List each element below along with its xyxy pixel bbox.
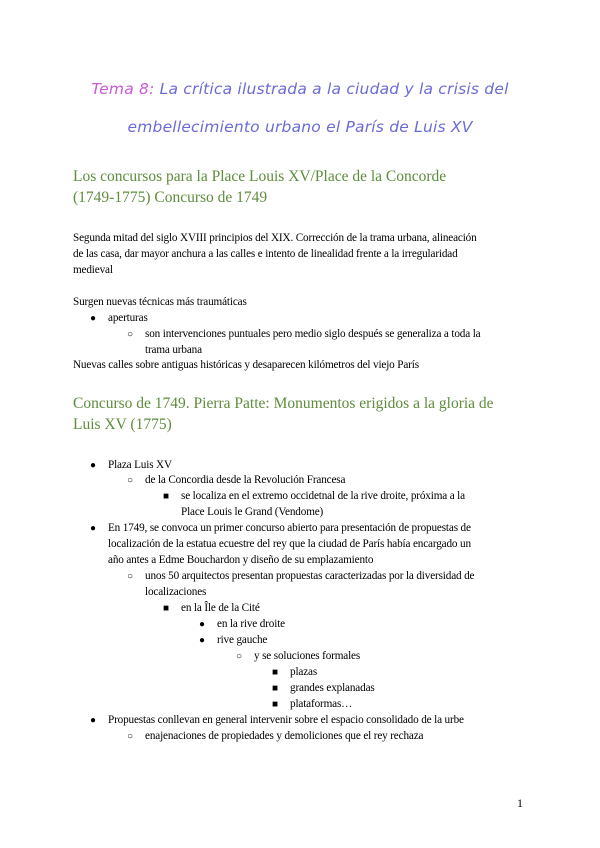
disc-bullet: ● bbox=[199, 619, 206, 630]
list-item-1749-line-3: año antes a Edme Bouchardon y diseño de su emplazamiento bbox=[108, 554, 374, 566]
sub-item-enajenaciones: enajenaciones de propiedades y demoliciones que el rey rechaza bbox=[145, 730, 424, 742]
sub-item-line-1: son intervenciones puntuales pero medio siglo después se generaliza a toda la bbox=[145, 328, 481, 340]
level5-item-soluciones: y se soluciones formales bbox=[254, 650, 361, 662]
sub-item-arquitectos-line-2: localizaciones bbox=[145, 586, 207, 598]
square-bullet: ■ bbox=[272, 667, 279, 678]
document-title-line-2: embellecimiento urbano el París de Luis XV bbox=[127, 118, 473, 136]
level6-item-plataformas: plataformas… bbox=[290, 698, 353, 710]
intro-line-1: Segunda mitad del siglo XVIII principios del XIX. Corrección de la trama urbana, alineación bbox=[73, 232, 477, 244]
level6-item-plazas: plazas bbox=[290, 666, 318, 678]
level4-item-rive-gauche: rive gauche bbox=[217, 634, 268, 646]
sub-item-line-2: trama urbana bbox=[145, 344, 202, 356]
intro-line-3: medieval bbox=[73, 264, 113, 276]
section1-heading-line-2: (1749-1775) Concurso de 1749 bbox=[73, 189, 268, 206]
square-bullet: ■ bbox=[272, 699, 279, 710]
disc-bullet: ● bbox=[90, 715, 97, 726]
closing-paragraph: Nuevas calles sobre antiguas históricas y desaparecen kilómetros del viejo París bbox=[73, 359, 419, 371]
sub-item-concordia: de la Concordia desde la Revolución Francesa bbox=[145, 474, 346, 486]
list-item-1749-line-1: En 1749, se convoca un primer concurso abierto para presentación de propuestas de bbox=[108, 522, 471, 534]
square-bullet: ■ bbox=[163, 603, 170, 614]
level6-item-explanadas: grandes explanadas bbox=[290, 682, 375, 694]
page-number: 1 bbox=[517, 796, 523, 810]
list-item-1749-line-2: localización de la estatua ecuestre del rey que la ciudad de París había encargado un bbox=[108, 538, 471, 550]
document-title-line-1 bbox=[0, 80, 600, 98]
disc-bullet: ● bbox=[90, 523, 97, 534]
section2-heading-line-2: Luis XV (1775) bbox=[73, 416, 172, 433]
sub-sub-item-ile: en la Île de la Cité bbox=[181, 602, 260, 614]
list-item-propuestas: Propuestas conllevan en general intervenir sobre el espacio consolidado de la urbe bbox=[108, 714, 464, 726]
circle-bullet: ○ bbox=[127, 475, 134, 486]
intro-line-2: de las casa, dar mayor anchura a las calles e intento de linealidad frente a la irregularidad bbox=[73, 248, 458, 260]
square-bullet: ■ bbox=[272, 683, 279, 694]
circle-bullet: ○ bbox=[127, 731, 134, 742]
list-item-aperturas: aperturas bbox=[108, 312, 148, 324]
section1-heading-line-1: Los concursos para la Place Louis XV/Place de la Concorde bbox=[73, 168, 447, 185]
sub-item-arquitectos-line-1: unos 50 arquitectos presentan propuestas caracterizadas por la diversidad de bbox=[145, 570, 475, 582]
sub-sub-item-localiza-line-2: Place Louis le Grand (Vendome) bbox=[181, 506, 324, 518]
lead-paragraph: Surgen nuevas técnicas más traumáticas bbox=[73, 296, 247, 308]
disc-bullet: ● bbox=[199, 635, 206, 646]
disc-bullet: ● bbox=[90, 460, 97, 471]
circle-bullet: ○ bbox=[127, 329, 134, 340]
disc-bullet: ● bbox=[90, 313, 97, 324]
level4-item-rive-droite: en la rive droite bbox=[217, 618, 285, 630]
list-item-plaza: Plaza Luis XV bbox=[108, 459, 172, 471]
title-prefix: Tema 8: bbox=[91, 80, 155, 98]
section2-heading-line-1: Concurso de 1749. Pierra Patte: Monumentos erigidos a la gloria de bbox=[73, 395, 494, 412]
circle-bullet: ○ bbox=[236, 651, 243, 662]
square-bullet: ■ bbox=[163, 491, 170, 502]
title-text-1: La crítica ilustrada a la ciudad y la crisis del bbox=[154, 80, 509, 98]
sub-sub-item-localiza-line-1: se localiza en el extremo occidetnal de la rive droite, próxima a la bbox=[181, 490, 465, 502]
circle-bullet: ○ bbox=[127, 571, 134, 582]
